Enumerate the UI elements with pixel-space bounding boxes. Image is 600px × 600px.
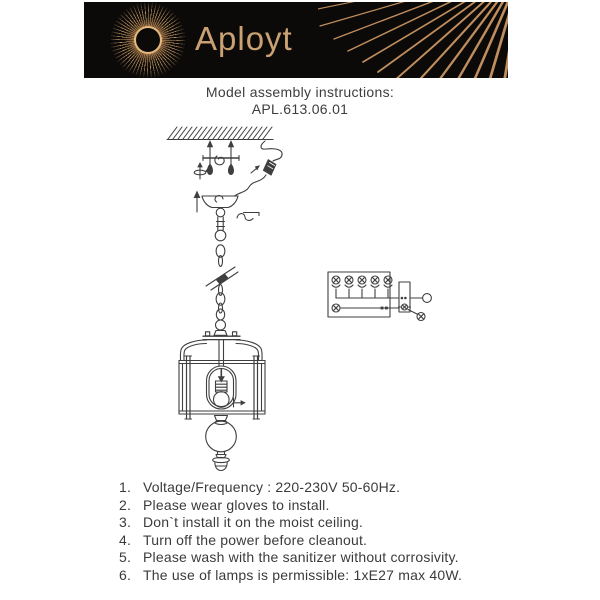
sunburst-core xyxy=(136,28,160,52)
item-text: Don`t install it on the moist ceiling. xyxy=(143,514,364,531)
instruction-item xyxy=(119,549,462,567)
socket xyxy=(216,370,228,393)
model-number: APL.613.06.01 xyxy=(251,100,349,117)
item-number: 4. xyxy=(119,531,132,548)
s-hook-icon xyxy=(237,213,259,221)
rotate-screw-icon xyxy=(194,162,208,179)
instruction-item xyxy=(119,567,462,585)
instruction-item xyxy=(119,514,462,532)
item-number: 6. xyxy=(119,566,132,583)
up-arrow-icon xyxy=(194,191,201,213)
instruction-item xyxy=(119,497,462,515)
item-text: The use of lamps is permissible: 1xE27 max 40W. xyxy=(143,566,463,583)
item-text: Please wear gloves to install. xyxy=(143,496,330,513)
mounting-bar xyxy=(203,156,239,161)
bulb xyxy=(214,392,230,408)
item-text: Turn off the power before cleanout. xyxy=(143,531,368,548)
item-number: 1. xyxy=(119,479,132,495)
item-text: Please wash with the sanitizer without corrosivity. xyxy=(143,549,459,566)
instruction-item xyxy=(119,479,462,497)
instruction-item xyxy=(119,532,462,550)
hook-icon xyxy=(215,156,224,165)
canopy xyxy=(202,196,238,241)
power-cable xyxy=(235,141,283,196)
lamp-top xyxy=(203,320,240,340)
ball-finial xyxy=(206,416,237,471)
ceiling-hatch xyxy=(167,127,273,140)
item-number: 5. xyxy=(119,549,132,566)
wiring-diagram xyxy=(328,272,431,321)
item-number: 3. xyxy=(119,514,132,531)
page-title: Model assembly instructions: xyxy=(205,84,395,100)
instruction-list xyxy=(119,479,462,585)
lamp-holder-symbol xyxy=(423,294,432,303)
brand-name: Aployt xyxy=(195,20,293,57)
item-text: Voltage/Frequency : 220-230V 50-60Hz. xyxy=(143,479,401,495)
lamp-arms xyxy=(180,340,262,366)
item-number: 2. xyxy=(119,496,132,513)
